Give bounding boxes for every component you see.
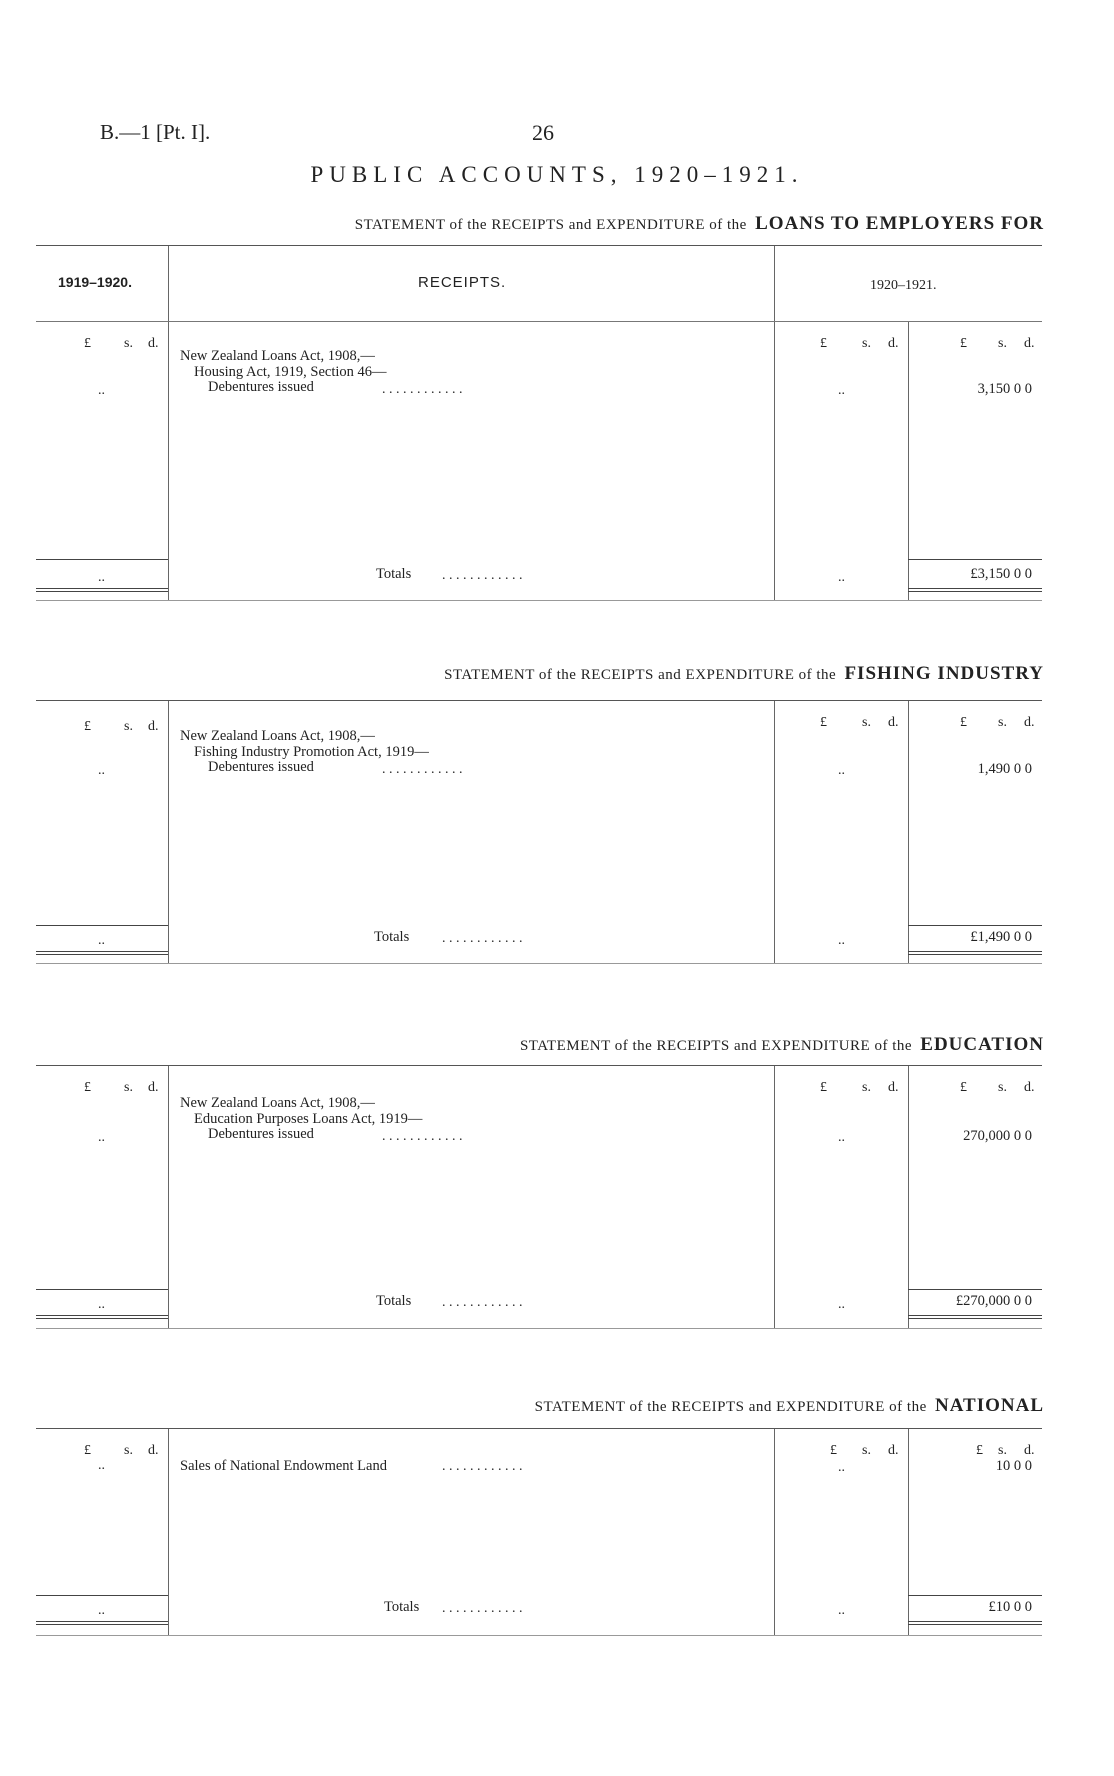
statement-subject: LOANS TO EMPLOYERS FOR [755,213,1044,234]
statement-subject: NATIONAL [935,1395,1044,1416]
receipt-description: New Zealand Loans Act, 1908,— Housing Act, 1919, Section 46— Debentures issued [180,348,387,395]
totals-amount: £10 0 0 [988,1599,1032,1615]
report-reference: B.—1 [Pt. I]. [100,120,211,144]
prev-year-nil: .. [98,1458,105,1473]
statement-prefix: STATEMENT of the RECEIPTS and EXPENDITURE of the [354,217,747,233]
receipt-amount: 10 0 0 [995,1458,1032,1474]
column-header-1919-1920: 1919–1920. [58,274,132,290]
statement-heading-1 [355,213,1044,235]
accounts-table-4: £ s. d. £ s. d. £ s. d. Sales of National Endowment Land . . . . . . . . . . . . .. .. 10 0 0 Totals . . . . . . . . . . . . .. .. £10 0 0 [36,1428,1042,1636]
statement-subject: EDUCATION [920,1034,1044,1055]
totals-amount: £3,150 0 0 [970,566,1032,582]
statement-prefix: STATEMENT of the RECEIPTS and EXPENDITURE of the [444,667,837,683]
statement-heading-4 [535,1395,1044,1417]
totals-amount: £270,000 0 0 [955,1293,1032,1309]
totals-amount: £1,490 0 0 [970,929,1032,945]
column-header-receipts: RECEIPTS. [418,274,507,291]
receipt-description: Sales of National Endowment Land [180,1458,387,1474]
receipt-amount: 1,490 0 0 [977,761,1032,777]
page-title: PUBLIC ACCOUNTS, 1920–1921. [310,162,804,187]
totals-label: Totals [376,1293,412,1309]
prev-year-nil: .. [98,763,105,778]
totals-label: Totals [374,929,410,945]
receipt-amount: 3,150 0 0 [977,381,1032,397]
receipt-description: New Zealand Loans Act, 1908,— Education Purposes Loans Act, 1919— Debentures issued [180,1095,423,1142]
statement-prefix: STATEMENT of the RECEIPTS and EXPENDITURE of the [519,1038,913,1054]
receipt-amount: 270,000 0 0 [963,1128,1032,1144]
accounts-table-3: £ s. d. £ s. d. £ s. d. New Zealand Loans Act, 1908,— Education Purposes Loans Act, 1919— Debentures issued . . . . . . . . . . . . .. .. 270,000 0 0 Totals . . . . . . . . . . . . .. .. £270,000 0 0 [36,1065,1042,1329]
prev-year-nil: .. [98,1130,105,1145]
page-number: 26 [532,120,554,145]
totals-label: Totals [376,566,412,582]
accounts-table-2: £ s. d. £ s. d. £ s. d. New Zealand Loans Act, 1908,— Fishing Industry Promotion Act, 1919— Debentures issued . . . . . . . . . . . . .. .. 1,490 0 0 Totals . . . . . . . . . . . . .. .. £1,490 0 0 [36,700,1042,964]
statement-subject: FISHING INDUSTRY [844,663,1044,684]
accounts-table-1: 1919–1920. RECEIPTS. 1920–1921. £ s. d. £ s. d. £ s. d. New Zealand Loans Act, 1908,— Housing Act, 1919, Section 46— Debentures issued . . . . . . . . . . . . .. .. 3,150 0 0 Totals . . . . . . . . . . . . .. .. £3,150 0 0 [36,245,1042,601]
statement-heading-3 [520,1034,1044,1056]
totals-label: Totals [384,1599,420,1615]
column-header-1920-1921: 1920–1921. [870,278,937,293]
statement-heading-2 [444,663,1044,685]
statement-prefix: STATEMENT of the RECEIPTS and EXPENDITURE of the [534,1399,927,1415]
prev-year-nil: .. [98,383,105,398]
receipt-description: New Zealand Loans Act, 1908,— Fishing Industry Promotion Act, 1919— Debentures issued [180,728,429,775]
